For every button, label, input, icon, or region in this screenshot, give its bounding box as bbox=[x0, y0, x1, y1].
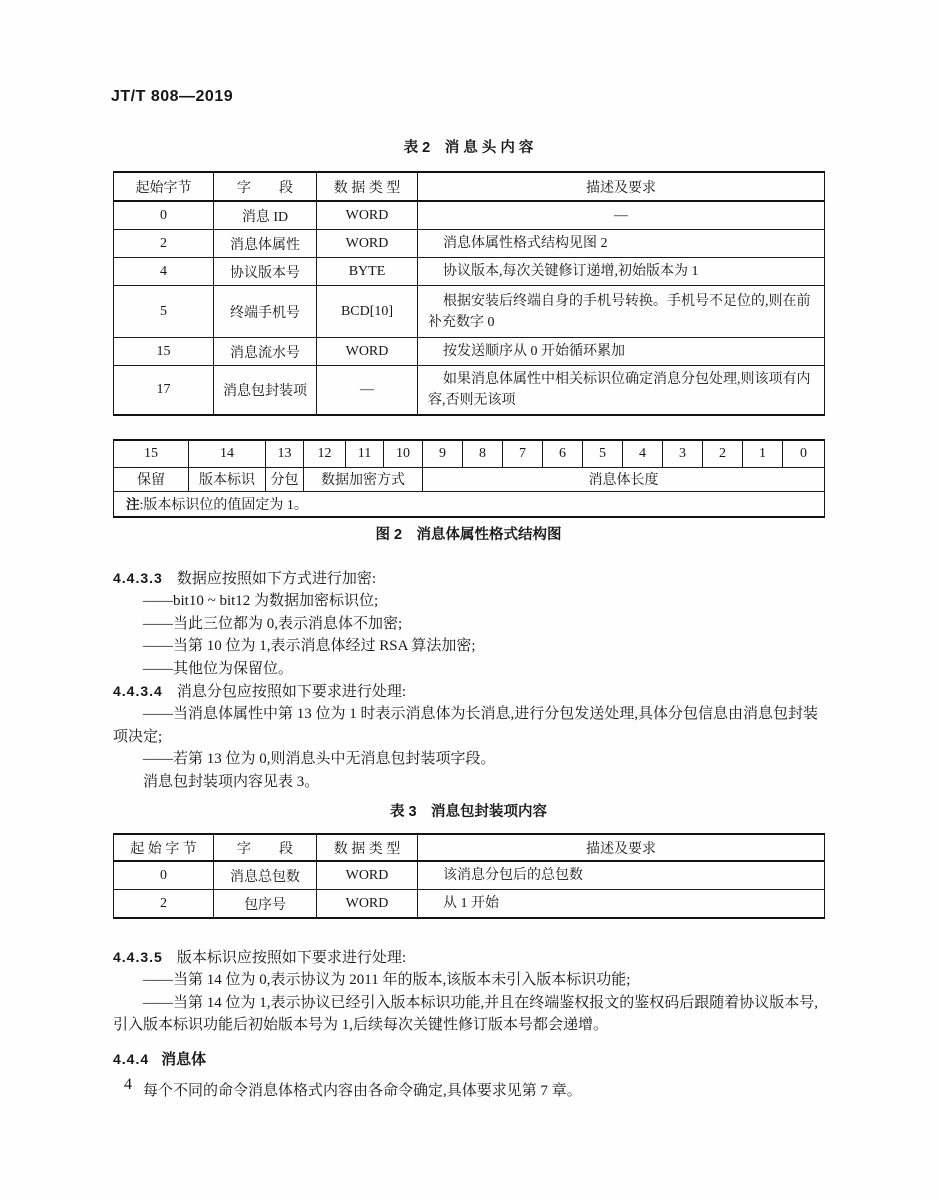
cell-data-type: — bbox=[317, 366, 418, 416]
cell-field: 消息 ID bbox=[214, 201, 317, 230]
page-content bbox=[113, 140, 824, 1103]
table-row bbox=[114, 258, 825, 286]
bit-cell: 14 bbox=[189, 440, 266, 467]
cell-data-type: WORD bbox=[317, 338, 418, 366]
bit-cell: 3 bbox=[663, 440, 703, 467]
table-header-row bbox=[114, 834, 825, 861]
bit-cell: 15 bbox=[114, 440, 189, 467]
cell-start-byte: 0 bbox=[114, 861, 214, 890]
cell-description: 按发送顺序从 0 开始循环累加 bbox=[418, 338, 825, 366]
cell-description: 该消息分包后的总包数 bbox=[418, 861, 825, 890]
table-row bbox=[114, 286, 825, 338]
table-header-row bbox=[114, 172, 825, 201]
clause-number: 4.4.3.5 bbox=[113, 949, 163, 966]
list-item: ——当消息体属性中第 13 位为 1 时表示消息体为长消息,进行分包发送处理,具体分包信息由消息包封装项决定; bbox=[113, 706, 819, 745]
bit-cell: 11 bbox=[346, 440, 384, 467]
list-item: ——当第 10 位为 1,表示消息体经过 RSA 算法加密; bbox=[143, 638, 476, 655]
cell-data-type: WORD bbox=[317, 201, 418, 230]
col-header-field: 字 段 bbox=[214, 172, 317, 201]
list-item: ——当第 14 位为 0,表示协议为 2011 年的版本,该版本未引入版本标识功能; bbox=[143, 972, 631, 989]
list-item: ——若第 13 位为 0,则消息头中无消息包封装项字段。 bbox=[143, 751, 496, 768]
bit-cell: 1 bbox=[743, 440, 783, 467]
cell-field: 终端手机号 bbox=[214, 286, 317, 338]
col-header-field: 字 段 bbox=[214, 834, 317, 861]
clause-title: 版本标识应按照如下要求进行处理: bbox=[176, 950, 406, 967]
table-row bbox=[114, 861, 825, 890]
col-header-description: 描述及要求 bbox=[418, 834, 825, 861]
cell-description: — bbox=[418, 201, 825, 230]
clause-heading bbox=[113, 680, 824, 703]
clause-heading bbox=[113, 567, 824, 590]
bit-cell: 9 bbox=[423, 440, 463, 467]
clause-444-heading bbox=[113, 1048, 824, 1071]
figure2-bit-table bbox=[113, 439, 825, 518]
clause-title: 消息分包应按照如下要求进行处理: bbox=[176, 684, 406, 701]
bit-label-subpackage: 分包 bbox=[266, 467, 304, 491]
col-header-start-byte: 起 始 字 节 bbox=[114, 834, 214, 861]
bit-cell: 8 bbox=[463, 440, 503, 467]
cell-data-type: BYTE bbox=[317, 258, 418, 286]
table3-caption: 表 3 消息包封装项内容 bbox=[389, 804, 548, 821]
bit-cell: 6 bbox=[543, 440, 583, 467]
cell-description: 如果消息体属性中相关标识位确定消息分包处理,则该项有内容,否则无该项 bbox=[418, 366, 825, 416]
bit-cell: 12 bbox=[304, 440, 346, 467]
bit-cell: 10 bbox=[384, 440, 423, 467]
cell-field: 协议版本号 bbox=[214, 258, 317, 286]
col-header-description: 描述及要求 bbox=[418, 172, 825, 201]
figure2-caption: 图 2 消息体属性格式结构图 bbox=[375, 527, 562, 543]
list-item: ——当第 14 位为 1,表示协议已经引入版本标识功能,并且在终端鉴权报文的鉴权码后跟随着协议版本号,引入版本标识功能后初始版本号为 1,后续每次关键性修订版本号都会递增。 bbox=[113, 994, 819, 1034]
table2-message-header bbox=[113, 171, 825, 416]
clause-number: 4.4.4 bbox=[113, 1050, 150, 1067]
col-header-start-byte: 起始字节 bbox=[114, 172, 214, 201]
cell-start-byte: 15 bbox=[114, 338, 214, 366]
bit-number-row bbox=[114, 440, 825, 467]
clause-4434 bbox=[113, 680, 824, 793]
bit-label-version-flag: 版本标识 bbox=[189, 467, 266, 491]
table-row bbox=[114, 201, 825, 230]
cell-start-byte: 17 bbox=[114, 366, 214, 416]
bit-cell: 4 bbox=[623, 440, 663, 467]
bit-label-encryption: 数据加密方式 bbox=[304, 467, 423, 491]
clause-title: 数据应按照如下方式进行加密: bbox=[176, 571, 376, 587]
bit-label-reserved: 保留 bbox=[114, 467, 189, 491]
table-row bbox=[114, 338, 825, 366]
cell-data-type: WORD bbox=[317, 861, 418, 890]
clause-number: 4.4.3.3 bbox=[113, 570, 163, 586]
note-label: 注 bbox=[126, 497, 140, 513]
cell-start-byte: 2 bbox=[114, 230, 214, 258]
bit-label-body-length: 消息体长度 bbox=[423, 467, 825, 491]
table3-packet-encapsulation bbox=[113, 833, 825, 919]
cell-field: 消息体属性 bbox=[214, 230, 317, 258]
bit-cell: 2 bbox=[703, 440, 743, 467]
cell-start-byte: 2 bbox=[114, 890, 214, 919]
list-item: ——当此三位都为 0,表示消息体不加密; bbox=[143, 615, 403, 632]
col-header-data-type: 数 据 类 型 bbox=[317, 172, 418, 201]
col-header-data-type: 数 据 类 型 bbox=[317, 834, 418, 861]
table-row bbox=[114, 890, 825, 919]
cell-data-type: WORD bbox=[317, 890, 418, 919]
bit-cell: 0 bbox=[783, 440, 825, 467]
standard-code: JT/T 808—2019 bbox=[111, 88, 234, 105]
cell-description: 消息体属性格式结构见图 2 bbox=[418, 230, 825, 258]
cell-start-byte: 5 bbox=[114, 286, 214, 338]
cell-start-byte: 0 bbox=[114, 201, 214, 230]
clause-title: 消息体 bbox=[161, 1050, 207, 1068]
cell-description: 协议版本,每次关键修订递增,初始版本为 1 bbox=[418, 258, 825, 286]
clause-4433 bbox=[113, 567, 824, 680]
clause-4435 bbox=[113, 946, 824, 1037]
paragraph: 每个不同的命令消息体格式内容由各命令确定,具体要求见第 7 章。 bbox=[143, 1083, 582, 1100]
cell-description: 根据安装后终端自身的手机号转换。手机号不足位的,则在前补充数字 0 bbox=[418, 286, 825, 338]
cell-description: 从 1 开始 bbox=[418, 890, 825, 919]
table-note bbox=[114, 491, 825, 517]
paragraph: 消息包封装项内容见表 3。 bbox=[143, 773, 320, 790]
page-number: 4 bbox=[124, 1076, 132, 1093]
note-text: :版本标识位的值固定为 1。 bbox=[139, 498, 308, 514]
bit-cell: 5 bbox=[583, 440, 623, 467]
table-row bbox=[114, 230, 825, 258]
cell-field: 消息包封装项 bbox=[214, 366, 317, 416]
cell-field: 消息总包数 bbox=[214, 861, 317, 890]
table-row bbox=[114, 366, 825, 416]
cell-field: 包序号 bbox=[214, 890, 317, 919]
list-item: ——其他位为保留位。 bbox=[143, 660, 294, 677]
bit-label-row bbox=[114, 467, 825, 491]
list-item: ——bit10 ~ bit12 为数据加密标识位; bbox=[143, 593, 379, 610]
table2-caption: 表 2 消 息 头 内 容 bbox=[403, 140, 534, 156]
bit-cell: 13 bbox=[266, 440, 304, 467]
cell-data-type: BCD[10] bbox=[317, 286, 418, 338]
clause-heading bbox=[113, 946, 824, 969]
bit-cell: 7 bbox=[503, 440, 543, 467]
cell-start-byte: 4 bbox=[114, 258, 214, 286]
table-note-row bbox=[114, 491, 825, 517]
cell-field: 消息流水号 bbox=[214, 338, 317, 366]
cell-data-type: WORD bbox=[317, 230, 418, 258]
clause-number: 4.4.3.4 bbox=[113, 683, 163, 700]
